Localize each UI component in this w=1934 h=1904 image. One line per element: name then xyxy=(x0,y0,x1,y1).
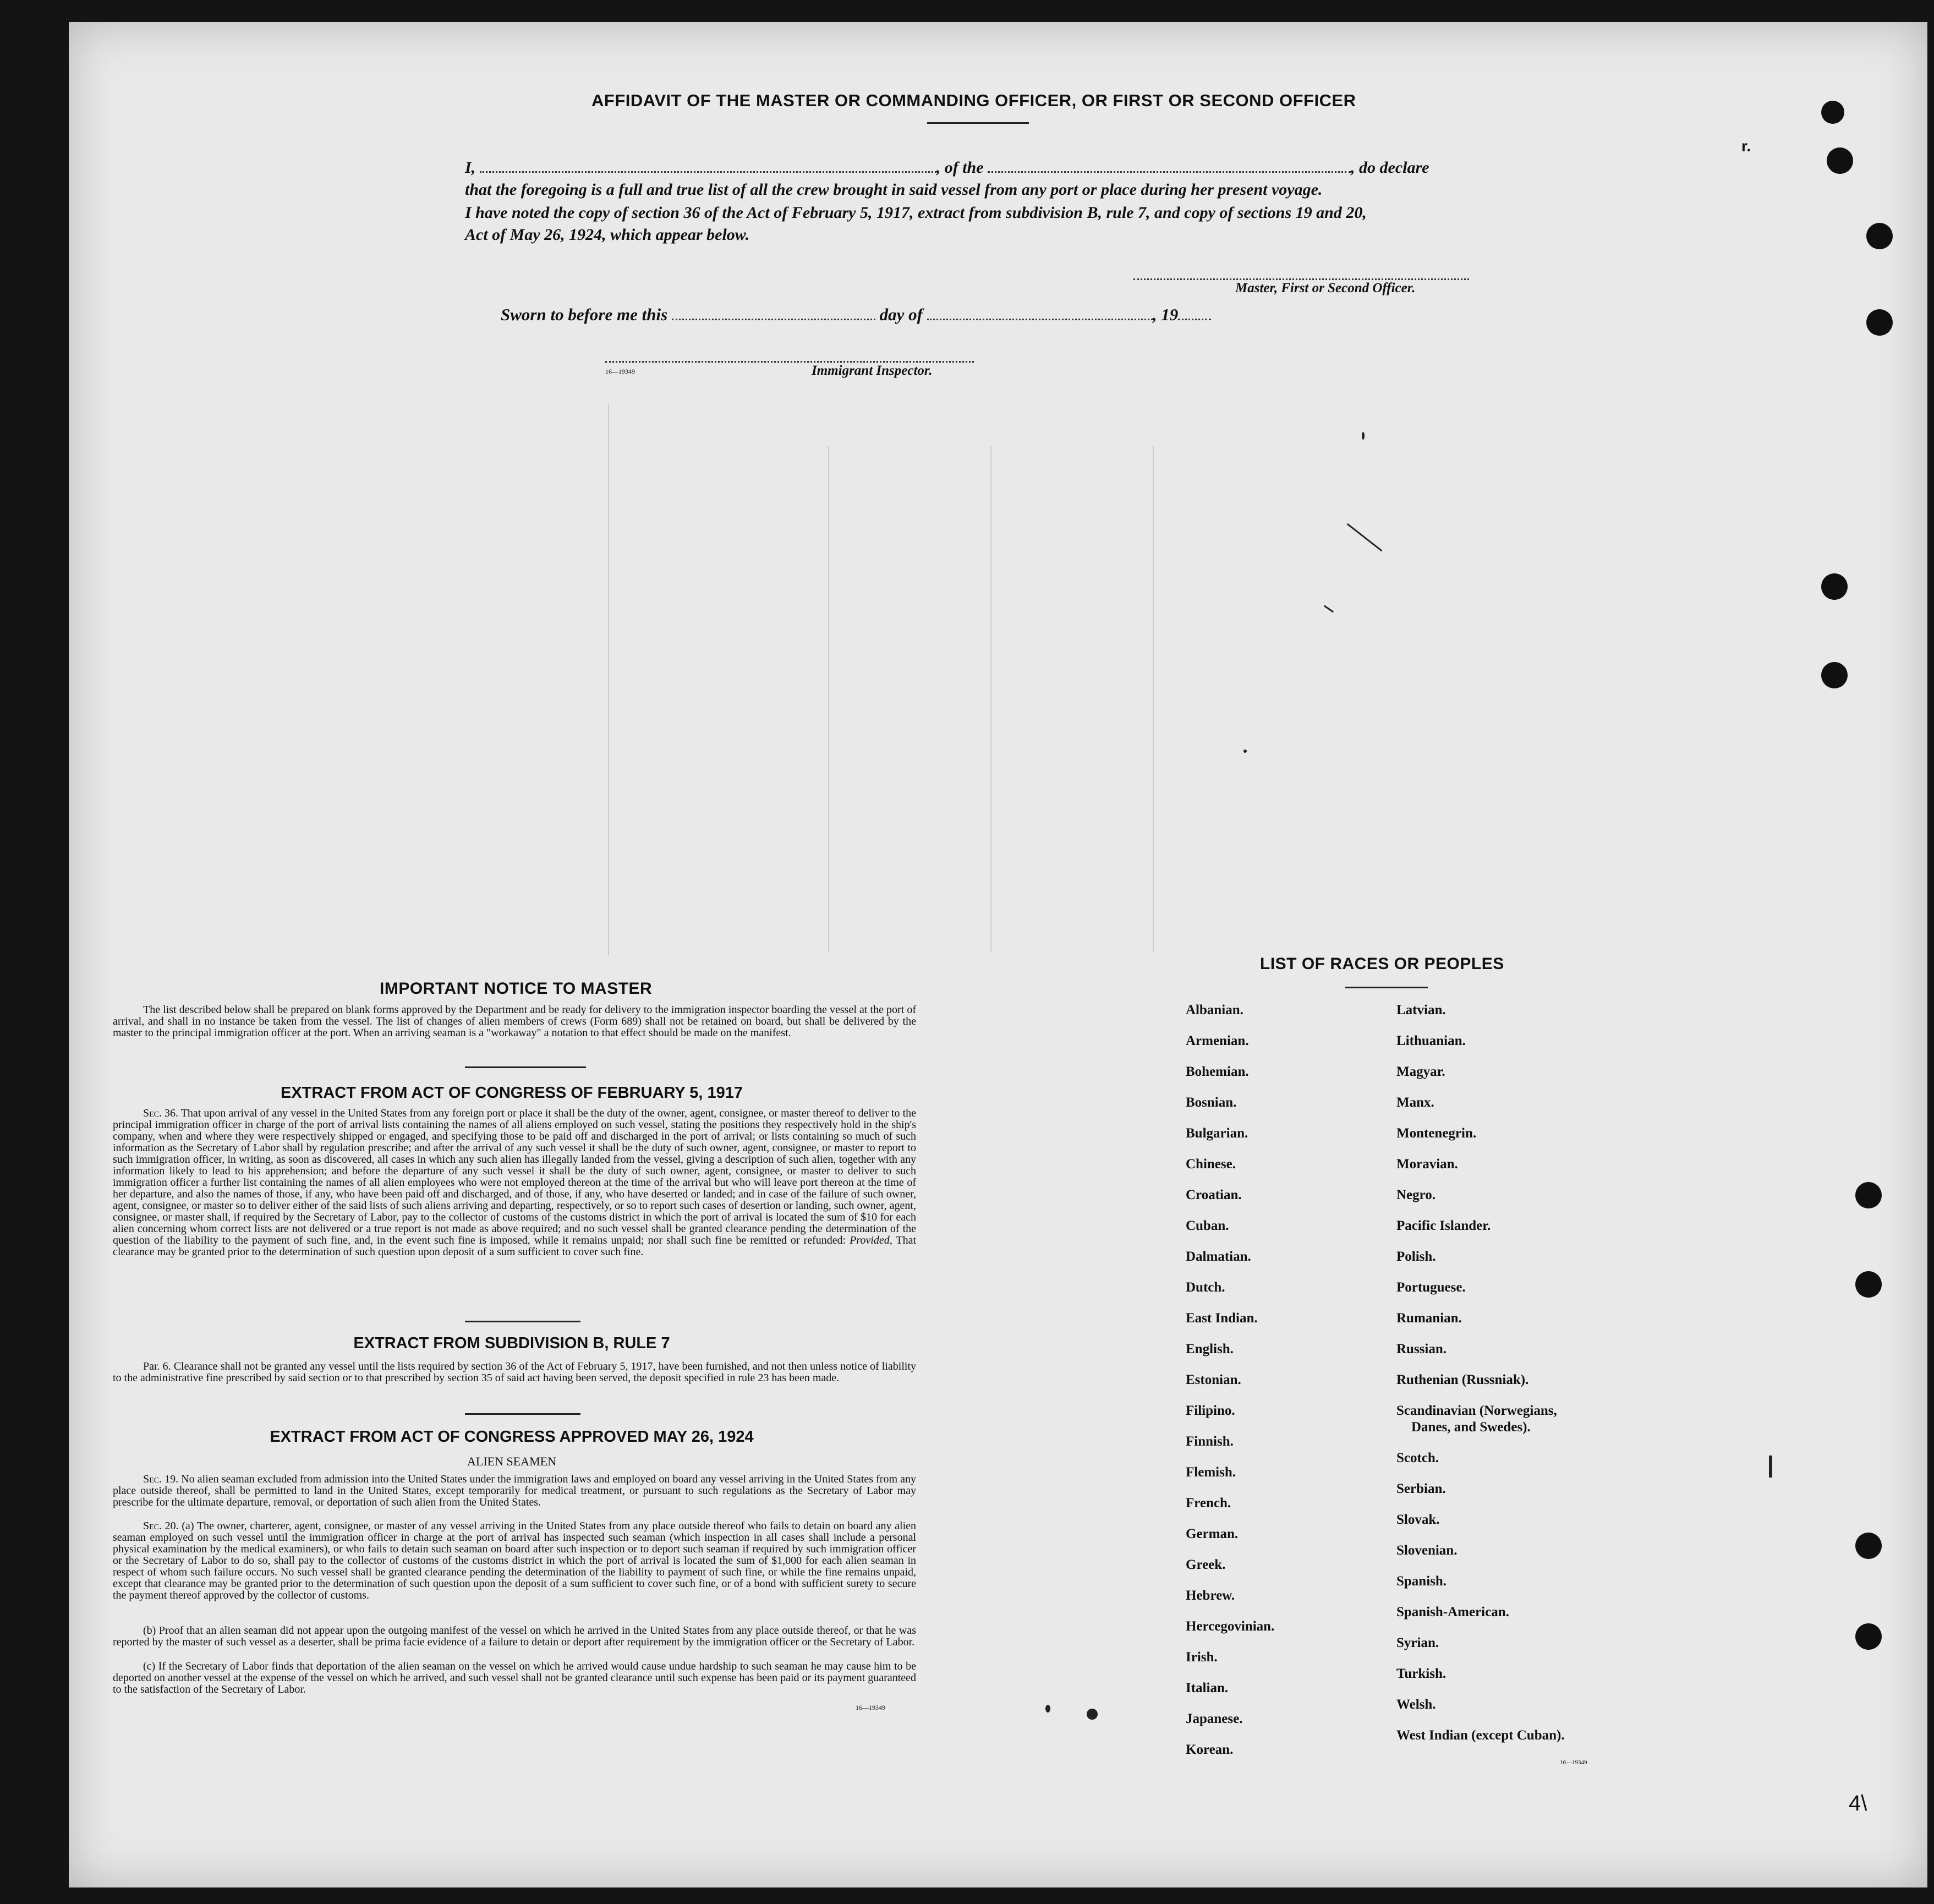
declaration-line-1 xyxy=(465,157,1499,177)
race-item: Italian. xyxy=(1186,1681,1229,1695)
sec20-label: Sec. 20. xyxy=(143,1520,179,1532)
race-item: Latvian. xyxy=(1396,1003,1446,1017)
race-item: French. xyxy=(1186,1496,1231,1511)
form-page xyxy=(69,22,1927,1887)
handwritten-mark: 4\ xyxy=(1849,1791,1867,1815)
form-number: 16—19349 xyxy=(605,368,635,375)
corner-mark: r. xyxy=(1741,138,1751,155)
affidavit-title: AFFIDAVIT OF THE MASTER OR COMMANDING OFFICER, OR FIRST OR SECOND OFFICER xyxy=(591,91,1356,110)
race-item: German. xyxy=(1186,1527,1239,1541)
sworn-month-field[interactable] xyxy=(927,304,1153,320)
notice-title: IMPORTANT NOTICE TO MASTER xyxy=(380,980,653,998)
notice-text: The list described below shall be prepared on blank forms approved by the Department and be ready for delivery to the immigration inspector boarding the vessel at the port of arrival, and shall in no instance be taken from the vessel. The list of changes of alien members of crews (Form 689) shall not be retained on board, but shall be delivered by the master to the principal immigration officer at the port. When an arriving seaman is a "workaway" a notation to that effect should be made on the manifest. xyxy=(113,1004,916,1039)
declare-end: , do declare xyxy=(1351,158,1429,177)
race-item: Negro. xyxy=(1396,1188,1436,1202)
column-rule xyxy=(990,446,991,952)
race-item: Filipino. xyxy=(1186,1403,1235,1418)
declaration-line-4: Act of May 26, 1924, which appear below. xyxy=(465,226,750,244)
ink-speck xyxy=(1243,749,1247,753)
race-item: Croatian. xyxy=(1186,1188,1242,1202)
race-item: Japanese. xyxy=(1186,1711,1243,1726)
form-number: 16—19349 xyxy=(856,1704,885,1711)
signature-label: Master, First or Second Officer. xyxy=(1235,281,1416,296)
sec20a-body: (a) The owner, charterer, agent, consignee, or master of any vessel arriving in the United States from any place outside thereof who fails to detain on board any alien seaman employed on such vessel until the immigration officer in charge at the port of arrival has inspected such seaman (which inspection in all cases shall include a personal physical examination by the medical examiners), or who fails to detain such seaman on board after such inspection or to deport such seaman if required by such immigration officer or the Secretary of Labor to do so, shall pay to the collector of customs of the customs district in which the port of arrival is located the sum of $1,000 for each alien seaman in respect of whom such failure occurs. No such vessel shall be granted clearance pending the determination of the liability to payment of such fine, or while the fine remains unpaid, except that clearance may be granted prior to the determination of such question upon the deposit of a sum sufficient to cover such fine, or of a bond with sufficient surety to secure the payment thereof approved by the collector of customs. xyxy=(113,1520,916,1601)
race-item: East Indian. xyxy=(1186,1311,1258,1326)
race-item: Russian. xyxy=(1396,1342,1447,1356)
ink-speck xyxy=(1087,1709,1098,1720)
race-item: Manx. xyxy=(1396,1095,1434,1110)
sec20b-text: (b) Proof that an alien seaman did not appear upon the outgoing manifest of the vessel on which he arrived in the United States from any place outside thereof, or that he was reported by the master of such vessel as a deserter, shall be prima facie evidence of a failure to detain or deport after requirement by the immigration officer or the Secretary of Labor. xyxy=(113,1624,916,1648)
ink-speck xyxy=(1769,1456,1772,1478)
race-item: Rumanian. xyxy=(1396,1311,1462,1326)
sworn-day-of: day of xyxy=(879,305,923,324)
race-item: Hercegovinian. xyxy=(1186,1619,1275,1634)
ink-speck xyxy=(1362,432,1365,440)
race-item: English. xyxy=(1186,1342,1234,1356)
race-item: Spanish-American. xyxy=(1396,1605,1509,1620)
sec19-body: No alien seaman excluded from admission into the United States under the immigration laws and employed on board any vessel arriving in the United States from any place outside thereof, shall be permitted to land in the United States, except temporarily for medical treatment, or pursuant to such regulations as the Secretary of Labor may prescribe for the ultimate departure, removal, or deportation of such alien from the United States. xyxy=(113,1473,916,1508)
race-item: Hebrew. xyxy=(1186,1588,1235,1603)
declare-i: I, xyxy=(465,158,476,177)
sworn-prefix: Sworn to before me this xyxy=(501,305,668,324)
race-item: Pacific Islander. xyxy=(1396,1218,1491,1233)
race-item: West Indian (except Cuban). xyxy=(1396,1728,1565,1743)
column-rule xyxy=(608,404,609,955)
hole-icon xyxy=(1821,662,1848,688)
hole-icon xyxy=(1855,1623,1882,1650)
sworn-day-field[interactable] xyxy=(672,304,875,320)
races-title: LIST OF RACES OR PEOPLES xyxy=(1260,955,1504,973)
race-item: Albanian. xyxy=(1186,1003,1243,1017)
race-item: Montenegrin. xyxy=(1396,1126,1477,1141)
race-item: Korean. xyxy=(1186,1742,1234,1757)
race-item: Scotch. xyxy=(1396,1451,1439,1465)
race-item: Dutch. xyxy=(1186,1280,1225,1295)
inspector-label: Immigrant Inspector. xyxy=(812,363,933,378)
sec36-label: Sec. 36. xyxy=(143,1107,179,1119)
act-1924-title: EXTRACT FROM ACT OF CONGRESS APPROVED MAY 26, 1924 xyxy=(270,1428,754,1446)
race-item: Dalmatian. xyxy=(1186,1249,1251,1264)
race-item: Syrian. xyxy=(1396,1635,1439,1650)
race-item: Moravian. xyxy=(1396,1157,1458,1172)
race-item: Slovenian. xyxy=(1396,1543,1458,1558)
act-1924-subtitle: ALIEN SEAMEN xyxy=(467,1454,556,1468)
section-divider xyxy=(465,1413,580,1415)
hole-icon xyxy=(1855,1182,1882,1208)
hole-icon xyxy=(1855,1533,1882,1559)
hole-icon xyxy=(1827,147,1853,174)
race-item: Cuban. xyxy=(1186,1218,1229,1233)
declaration-line-3: I have noted the copy of section 36 of the Act of February 5, 1917, extract from subdivision B, rule 7, and copy of sections 19 and 20, xyxy=(465,204,1367,222)
race-item: Armenian. xyxy=(1186,1033,1249,1048)
form-number: 16—19349 xyxy=(1560,1759,1587,1766)
ink-speck xyxy=(1045,1705,1050,1712)
race-item: Bosnian. xyxy=(1186,1095,1237,1110)
sworn-year-field[interactable] xyxy=(1178,304,1211,320)
race-item: Bohemian. xyxy=(1186,1064,1249,1079)
name-field[interactable] xyxy=(480,157,936,173)
inspector-signature-field[interactable] xyxy=(605,347,974,363)
hole-icon xyxy=(1855,1271,1882,1298)
declare-of-the: , of the xyxy=(936,158,984,177)
race-item: Estonian. xyxy=(1186,1372,1241,1387)
race-item: Ruthenian (Russniak). xyxy=(1396,1372,1529,1387)
race-item: Scandinavian (Norwegians, xyxy=(1396,1403,1557,1418)
hole-icon xyxy=(1866,223,1893,249)
hole-icon xyxy=(1866,309,1893,336)
section-divider xyxy=(465,1321,580,1322)
title-underline xyxy=(927,122,1029,124)
declaration-line-2: that the foregoing is a full and true list of all the crew brought in said vessel from any port or place during her present voyage. xyxy=(465,180,1323,199)
column-rule xyxy=(1153,446,1154,952)
vessel-field[interactable] xyxy=(988,157,1351,173)
extract-1917-text xyxy=(113,1108,916,1258)
race-item: Portuguese. xyxy=(1396,1280,1466,1295)
race-item: Polish. xyxy=(1396,1249,1436,1264)
race-item: Flemish. xyxy=(1186,1465,1236,1480)
hole-icon xyxy=(1821,573,1848,600)
rule7-title: EXTRACT FROM SUBDIVISION B, RULE 7 xyxy=(353,1334,670,1352)
column-rule xyxy=(828,446,829,952)
race-item: Magyar. xyxy=(1396,1064,1445,1079)
race-item: Spanish. xyxy=(1396,1574,1447,1589)
race-item: Serbian. xyxy=(1396,1481,1446,1496)
race-item: Greek. xyxy=(1186,1557,1226,1572)
sec20c-text: (c) If the Secretary of Labor finds that deportation of the alien seaman on the vessel on which he arrived would cause undue hardship to such seaman he may cause him to be deported on another vessel at the expense of the vessel on which he arrived, and such vessel shall not be granted clearance until such expense has been paid or its payment guaranteed to the satisfaction of the Secretary of Labor. xyxy=(113,1660,916,1695)
race-item: Lithuanian. xyxy=(1396,1033,1466,1048)
sec19-text xyxy=(113,1474,916,1508)
sec20a-text xyxy=(113,1520,916,1601)
race-item: Bulgarian. xyxy=(1186,1126,1248,1141)
sec36-body: That upon arrival of any vessel in the United States from any foreign port or place it shall be the duty of the owner, agent, consignee, or master thereof to deliver to the principal immigration officer in charge of the port of arrival lists containing the names of all aliens employed on such vessel, stating the positions they respectively hold in the ship's company, when and where they were respectively shipped or engaged, and specifying those to be paid off and discharged in the port of arrival; or lists containing so much of such information as the Secretary of Labor shall by regulation prescribe; and after the arrival of any such vessel it shall be the duty of such owner, agent, consignee, or master to report to such immigration officer, in writing, as soon as discovered, all cases in which any such alien has illegally landed from the vessel, giving a description of such alien, together with any information likely to lead to his apprehension; and before the departure of any such vessel it shall be the duty of such owner, agent, consignee, or master to deliver to such immigration officer a further list containing the names of all alien employees who were not employed thereon at the time of the arrival but who will leave port thereon at the time of her departure, and also the names of those, if any, who have been paid off and discharged, and of those, if any, who have deserted or landed; and in case of the failure of such owner, agent, consignee, or master so to deliver either of the said lists of such aliens arriving and departing, respectively, or so to report such cases of desertion or landing, such owner, agent, consignee, or master shall, if required by the Secretary of Labor, pay to the collector of customs of the customs district in which the port of arrival is located the sum of $10 for each alien concerning whom correct lists are not delivered or a true report is not made as above required; and no such vessel shall be granted clearance pending the determination of the question of the liability to the payment of such fine, and, in the event such fine is imposed, while it remains unpaid; nor shall such fine be remitted or refunded: xyxy=(113,1107,917,1246)
hole-icon xyxy=(1821,101,1844,124)
race-item: Finnish. xyxy=(1186,1434,1234,1449)
race-item: Slovak. xyxy=(1396,1512,1440,1527)
extract-1917-title: EXTRACT FROM ACT OF CONGRESS OF FEBRUARY 5, 1917 xyxy=(280,1084,743,1102)
sec19-label: Sec. 19. xyxy=(143,1473,179,1485)
sec36-end: That clearance may be granted prior to the determination of such question upon deposit of a sum sufficient to cover such fine. xyxy=(113,1234,917,1258)
sworn-line xyxy=(501,304,1271,325)
race-item: Chinese. xyxy=(1186,1157,1236,1172)
race-item: Welsh. xyxy=(1396,1697,1436,1712)
sworn-year: , 19 xyxy=(1152,305,1179,324)
rule7-text: Par. 6. Clearance shall not be granted any vessel until the lists required by section 36 of the Act of February 5, 1917, have been furnished, and not then unless notice of liability to the administrative fine prescribed by said section or to that prescribed by section 35 of said act having been served, the deposit specified in rule 23 has been made. xyxy=(113,1360,916,1384)
race-item: Irish. xyxy=(1186,1650,1218,1665)
race-item: Danes, and Swedes). xyxy=(1411,1420,1531,1435)
section-divider xyxy=(465,1066,586,1068)
race-item: Turkish. xyxy=(1396,1666,1447,1681)
races-title-underline xyxy=(1345,987,1428,988)
provided-label: Provided, xyxy=(850,1234,892,1246)
signature-field[interactable] xyxy=(1133,264,1469,280)
